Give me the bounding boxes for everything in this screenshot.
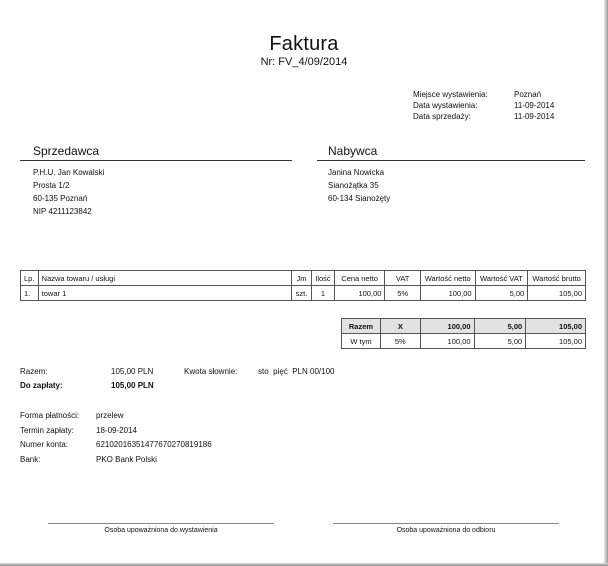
summary-detail-vat-value: 5,00 [474, 334, 526, 349]
amount-words-value: sto pięć PLN 00/100 [258, 367, 335, 376]
col-qty: Ilość [312, 271, 335, 286]
account-number-value: 62102016351477670270819186 [96, 440, 212, 449]
payment-deadline-label: Termin zapłaty: [20, 425, 74, 435]
buyer-heading: Nabywca [328, 144, 378, 158]
bank-label: Bank: [20, 454, 41, 464]
buyer-street: Sianożątka 35 [328, 181, 379, 190]
summary-total-vat: X [380, 319, 420, 334]
col-net-price: Cena netto [334, 271, 385, 286]
table-row [21, 286, 586, 301]
seller-name: P.H.U. Jan Kowalski [33, 168, 105, 177]
sale-date-label: Data sprzedaży: [413, 112, 471, 121]
col-vat-value: Wartość VAT [475, 271, 528, 286]
invoice-title: Faktura [269, 33, 339, 55]
item-lp: 1. [21, 286, 39, 301]
buyer-name: Janina Nowicka [328, 168, 385, 177]
summary-table [341, 318, 586, 349]
item-name: towar 1 [38, 286, 291, 301]
invoice-meta [413, 89, 554, 122]
summary-total-gross: 105,00 [526, 319, 586, 334]
summary-detail-row [342, 334, 586, 349]
summary-detail-gross: 105,00 [526, 334, 586, 349]
issuer-signature-label: Osoba upoważniona do wystawienia [104, 527, 218, 534]
seller-details [33, 166, 104, 218]
summary-total-net: 100,00 [420, 319, 474, 334]
seller-street: Prosta 1/2 [33, 181, 70, 190]
summary-total-label: Razem [342, 319, 381, 334]
summary-detail-net: 100,00 [420, 334, 474, 349]
page-edge-shadow-right [604, 0, 608, 566]
issue-date-value: 11-09-2014 [514, 101, 555, 110]
due-label: Do zapłaty: [20, 381, 63, 390]
item-vat: 5% [385, 286, 420, 301]
summary-total-vat-value: 5,00 [474, 319, 526, 334]
col-name: Nazwa towaru / usługi [38, 271, 291, 286]
item-gross-value: 105,00 [528, 286, 586, 301]
place-label: Miejsce wystawienia: [413, 90, 488, 99]
summary-total-row [342, 319, 586, 334]
col-lp: Lp. [21, 271, 39, 286]
col-vat: VAT [385, 271, 420, 286]
summary-detail-label: W tym [342, 334, 381, 349]
seller-heading: Sprzedawca [33, 144, 100, 158]
sale-date-value: 11-09-2014 [514, 112, 555, 121]
seller-nip: NIP 4211123842 [33, 207, 92, 216]
items-header-row [21, 271, 586, 286]
item-net-value: 100,00 [420, 286, 475, 301]
col-unit: Jm [291, 271, 311, 286]
item-unit: szt. [291, 286, 311, 301]
sum-label: Razem: [20, 367, 48, 376]
place-value: Poznań [514, 90, 542, 99]
receiver-signature-label: Osoba upoważniona do odbioru [396, 527, 496, 534]
payment-deadline-value: 18-09-2014 [96, 425, 137, 435]
item-qty: 1 [312, 286, 335, 301]
item-vat-value: 5,00 [475, 286, 528, 301]
issuer-signature-line [48, 523, 274, 524]
buyer-divider [317, 160, 585, 161]
due-value: 105,00 PLN [111, 381, 154, 390]
item-net-price: 100,00 [334, 286, 385, 301]
seller-city: 60-135 Poznań [33, 194, 88, 203]
invoice-number: Nr: FV_4/09/2014 [260, 56, 348, 68]
bank-value: PKO Bank Polski [96, 454, 157, 464]
items-table [20, 270, 586, 301]
receiver-signature-line [333, 523, 559, 524]
col-net-value: Wartość netto [420, 271, 475, 286]
payment-details [20, 409, 212, 467]
account-number-label: Numer konta: [20, 440, 69, 449]
buyer-city: 60-134 Sianożęty [328, 194, 391, 203]
seller-divider [20, 160, 292, 161]
col-gross-value: Wartość brutto [528, 271, 586, 286]
issue-date-label: Data wystawienia: [413, 101, 478, 110]
buyer-details [328, 166, 390, 205]
summary-detail-vat: 5% [380, 334, 420, 349]
payment-method-label: Forma płatności: [20, 411, 80, 420]
sum-value: 105,00 PLN [111, 367, 154, 376]
amount-words-label: Kwota słownie: [184, 367, 238, 376]
payment-method-value: przelew [96, 411, 124, 420]
